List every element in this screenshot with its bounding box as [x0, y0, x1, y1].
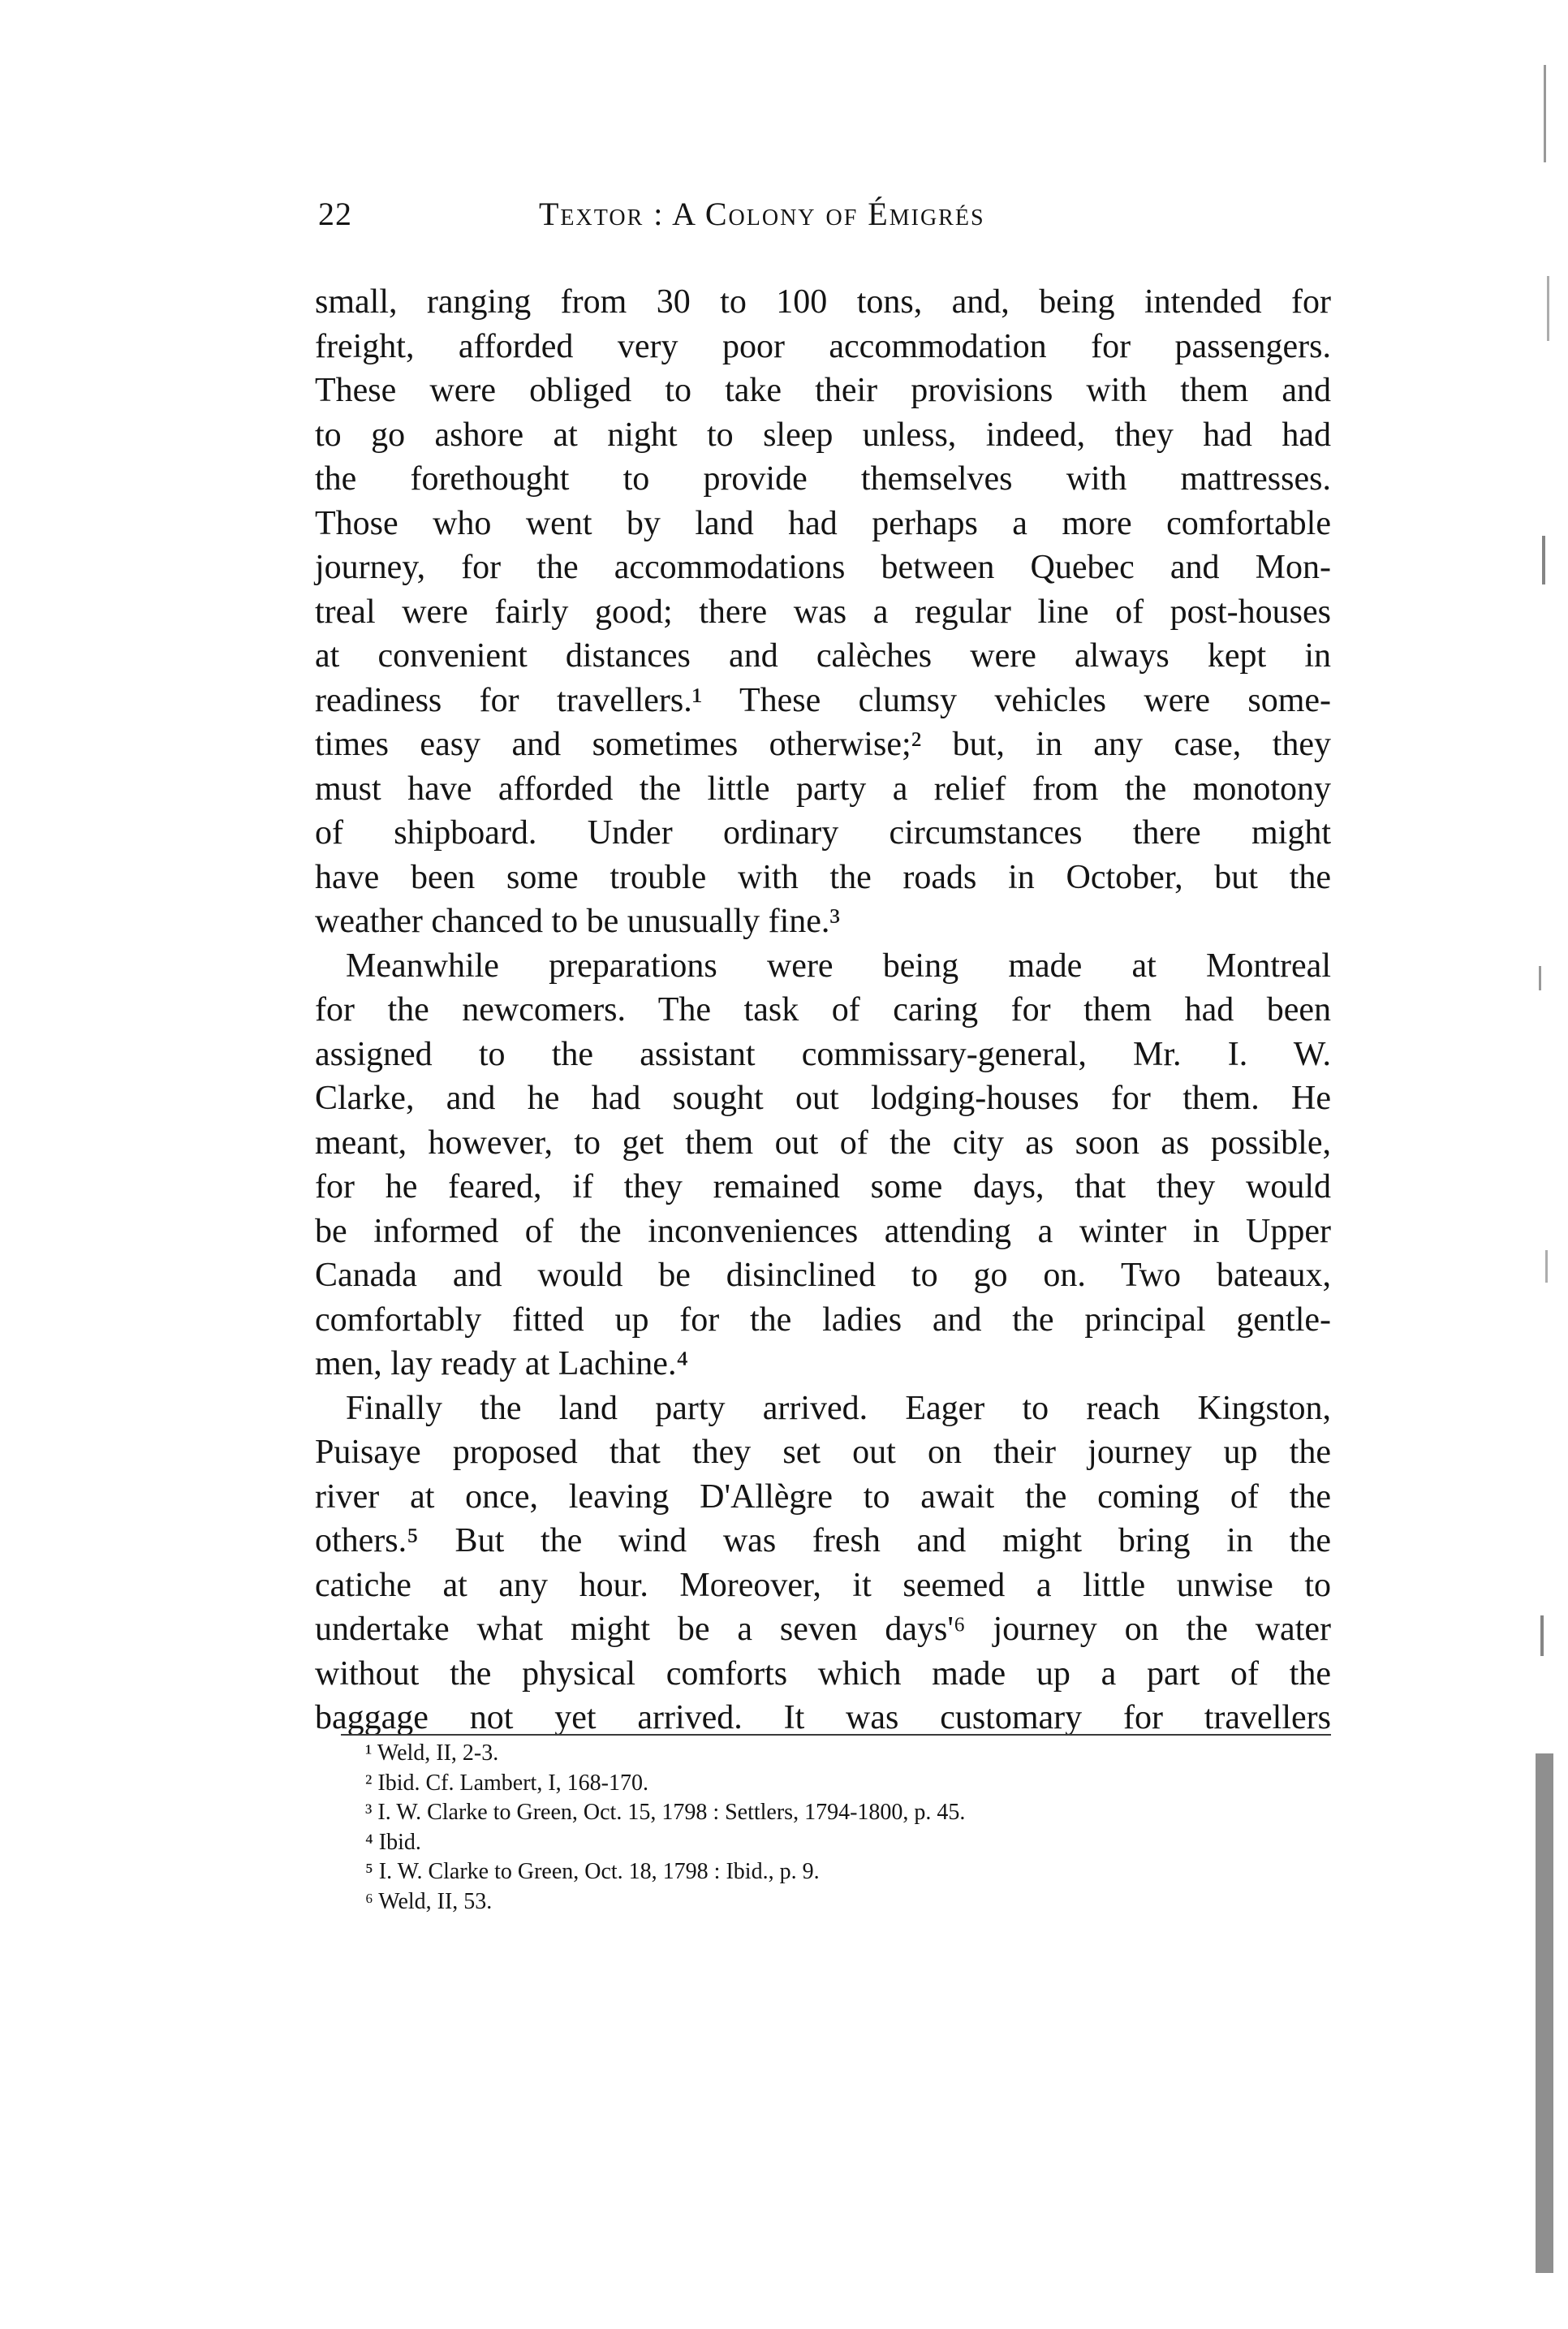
speckle: [1547, 276, 1549, 341]
text-line: at convenient distances and calèches were always kept in: [315, 637, 1331, 675]
text-line: to go ashore at night to sleep unless, indeed, they had had: [315, 416, 1331, 454]
text-line: times easy and sometimes otherwise;² but, in any case, they: [315, 726, 1331, 763]
text-line: comfortably fitted up for the ladies and the principal gentle-: [315, 1300, 1331, 1339]
text-line: weather chanced to be unusually fine.³: [315, 903, 841, 940]
text-line: treal were fairly good; there was a regular line of post-houses: [315, 593, 1331, 631]
text-line: for the newcomers. The task of caring for them had been: [315, 991, 1331, 1029]
page-header: [318, 195, 1329, 244]
footnote: ³ I. W. Clarke to Green, Oct. 15, 1798 : Settlers, 1794-1800, p. 45.: [365, 1800, 966, 1825]
footnote-rule: [341, 1734, 1331, 1736]
speckle: [1540, 1615, 1544, 1656]
speckle: [1545, 1250, 1548, 1283]
text-line: Those who went by land had perhaps a more comfortable: [315, 504, 1331, 542]
text-line: of shipboard. Under ordinary circumstances there might: [315, 814, 1331, 852]
body-text: [315, 280, 1331, 1740]
text-line: be informed of the inconveniences attending a winter in Upper: [315, 1212, 1331, 1250]
text-line: These were obliged to take their provisions with them and: [315, 372, 1331, 409]
text-line: river at once, leaving D'Allègre to await the coming of the: [315, 1477, 1331, 1516]
text-line: Meanwhile preparations were being made at Montreal: [346, 947, 1331, 985]
text-line: must have afforded the little party a relief from the monotony: [315, 770, 1331, 808]
speckle: [1542, 536, 1545, 584]
text-line: small, ranging from 30 to 100 tons, and, being intended for: [315, 283, 1331, 321]
footnote: ⁵ I. W. Clarke to Green, Oct. 18, 1798 : Ibid., p. 9.: [365, 1859, 820, 1884]
text-line: the forethought to provide themselves with mattresses.: [315, 460, 1331, 498]
text-line: Puisaye proposed that they set out on their journey up the: [315, 1434, 1331, 1471]
text-line: Clarke, and he had sought out lodging-houses for them. He: [315, 1080, 1331, 1117]
speckle: [1536, 1753, 1553, 2273]
text-line: catiche at any hour. Moreover, it seemed a little unwise to: [315, 1566, 1331, 1604]
text-line: Canada and would be disinclined to go on. Two bateaux,: [315, 1257, 1331, 1294]
scan-edge-speckle: [1527, 32, 1568, 2305]
footnote: ² Ibid. Cf. Lambert, I, 168-170.: [365, 1770, 648, 1796]
footnote: ⁶ Weld, II, 53.: [365, 1888, 493, 1914]
text-line: without the physical comforts which made up a part of the: [315, 1654, 1331, 1693]
speckle: [1544, 65, 1546, 162]
text-line: for he feared, if they remained some days, that they would: [315, 1168, 1331, 1205]
text-line: others.⁵ But the wind was fresh and might bring in the: [315, 1522, 1331, 1559]
footnote: ⁴ Ibid.: [365, 1829, 421, 1855]
text-line: journey, for the accommodations between Quebec and Mon-: [315, 549, 1331, 586]
text-line: baggage not yet arrived. It was customary for travellers: [315, 1699, 1331, 1736]
text-line: have been some trouble with the roads in October, but the: [315, 858, 1331, 896]
running-head: Textor : A Colony of Émigrés: [539, 196, 985, 232]
page-number: 22: [318, 196, 352, 232]
text-line: meant, however, to get them out of the city as soon as possible,: [315, 1124, 1331, 1162]
speckle: [1539, 966, 1541, 990]
text-line: undertake what might be a seven days'⁶ journey on the water: [315, 1611, 1331, 1648]
text-line: men, lay ready at Lachine.⁴: [315, 1345, 689, 1382]
text-line: readiness for travellers.¹ These clumsy vehicles were some-: [315, 681, 1331, 719]
footnote: ¹ Weld, II, 2-3.: [365, 1740, 499, 1766]
text-line: Finally the land party arrived. Eager to reach Kingston,: [346, 1389, 1331, 1427]
footnotes: [365, 1739, 1323, 1917]
text-line: assigned to the assistant commissary-general, Mr. I. W.: [315, 1035, 1331, 1073]
text-line: freight, afforded very poor accommodation for passengers.: [315, 327, 1331, 365]
